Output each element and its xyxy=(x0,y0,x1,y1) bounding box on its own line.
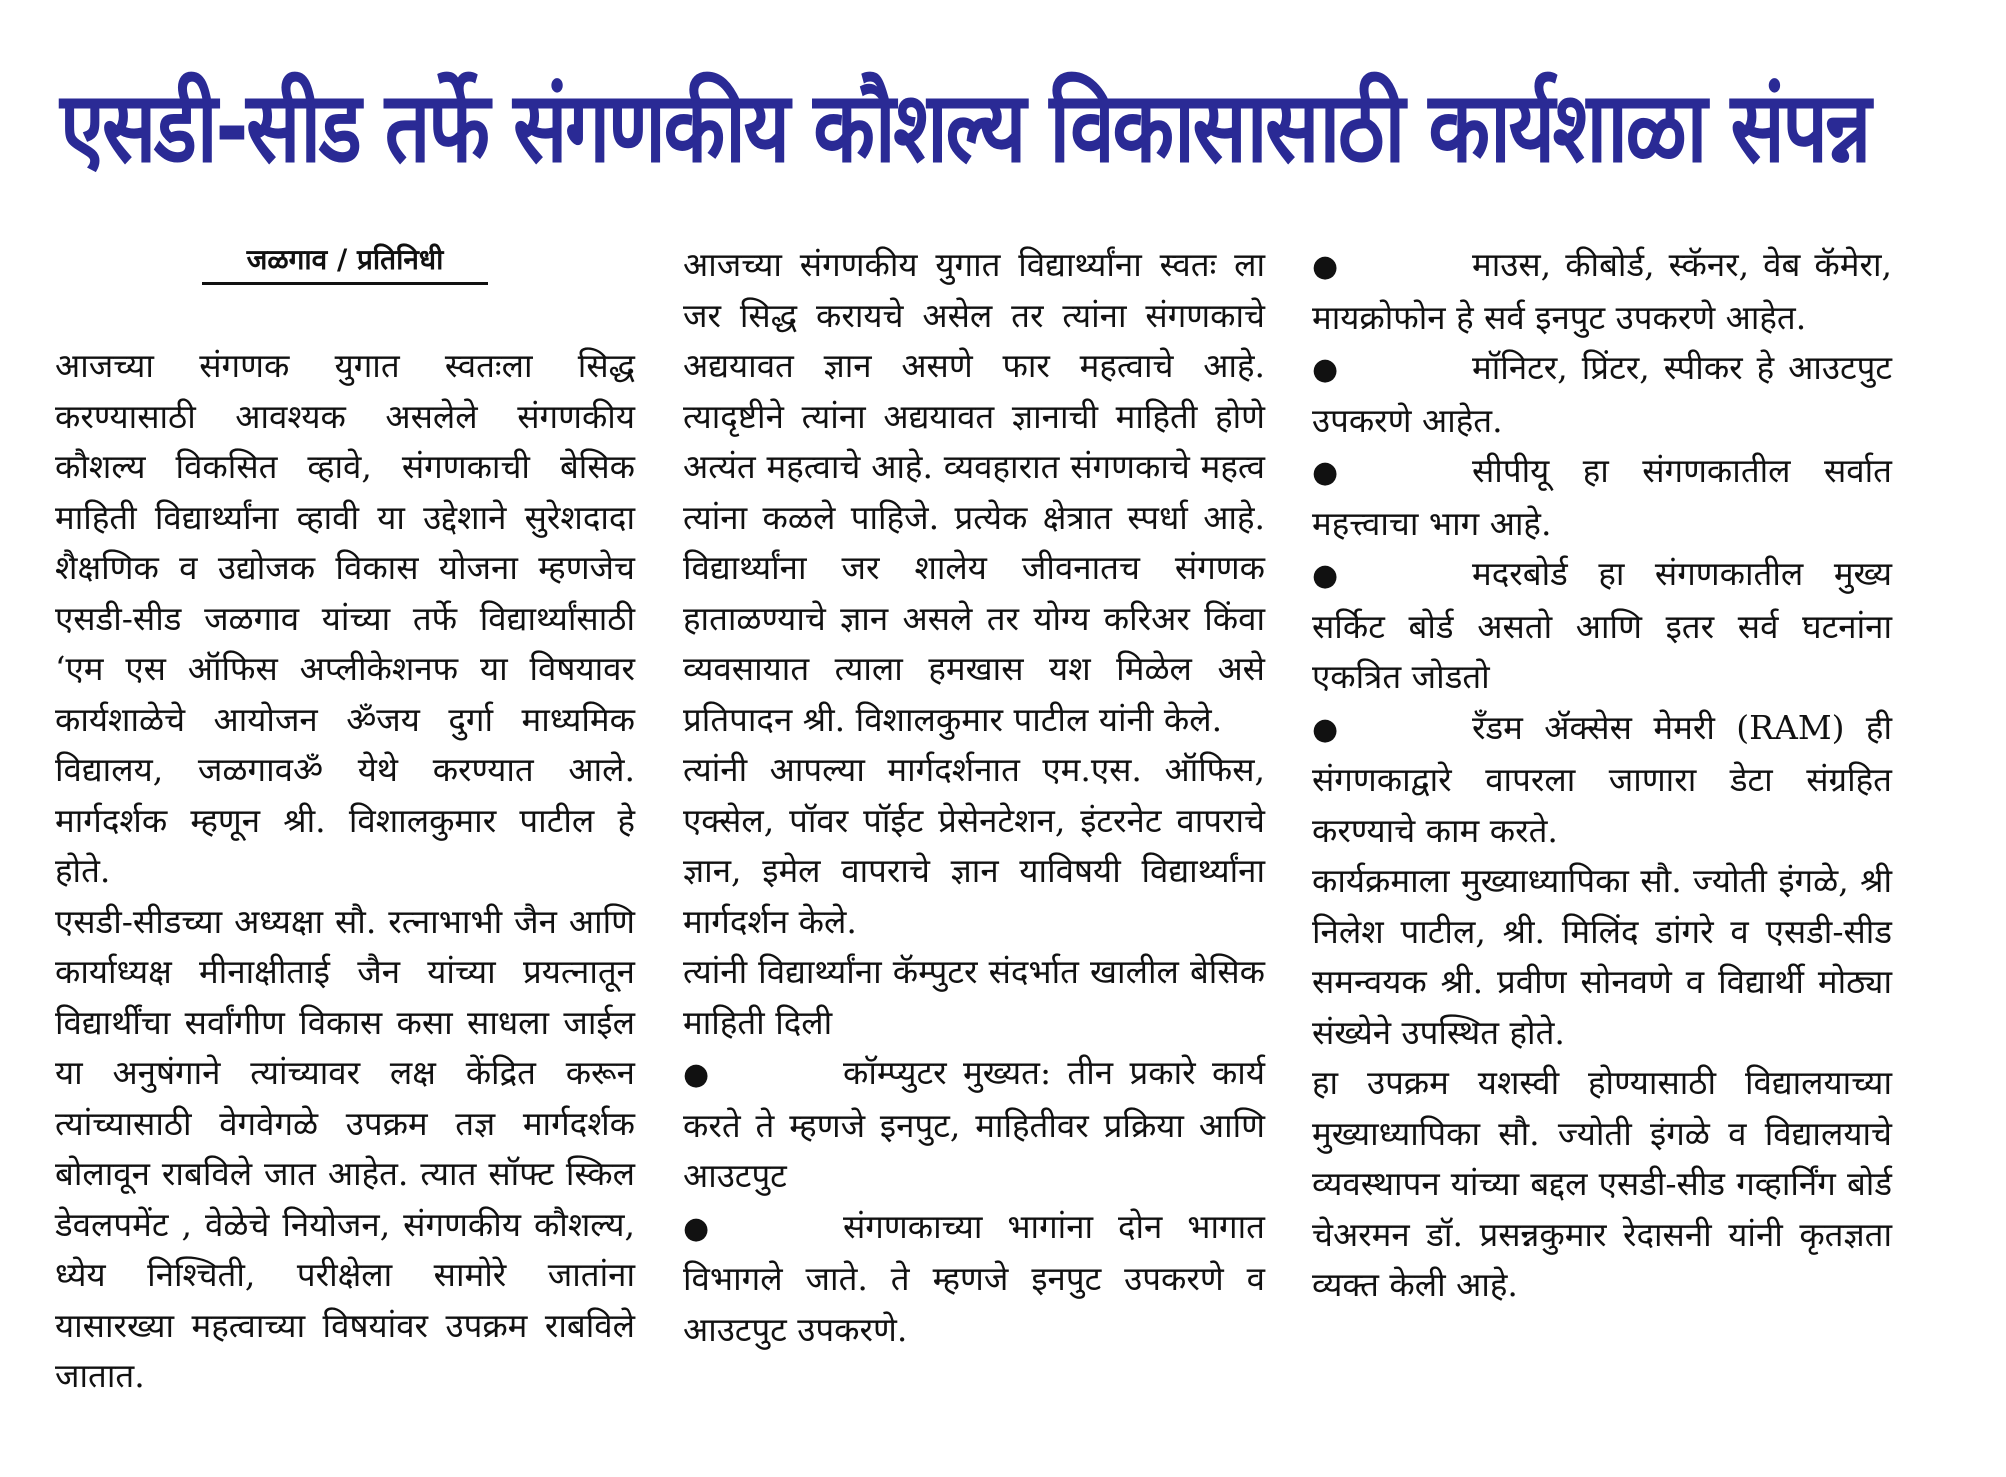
bullet-icon: ● xyxy=(1312,455,1339,490)
bullet-text: सीपीयू हा संगणकातील सर्वात महत्त्वाचा भाग आहे. xyxy=(1312,451,1892,543)
bullet-text: मदरबोर्ड हा संगणकातील मुख्य सर्किट बोर्ड असतो आणि इतर सर्व घटनांना एकत्रित जोडतो xyxy=(1312,554,1892,696)
bullet-item xyxy=(1312,703,1892,857)
bullet-text: संगणकाच्या भागांना दोन भागात विभागले जाते. ते म्हणजे इनपुट उपकरणे व आउटपुट उपकरणे. xyxy=(683,1206,1265,1349)
column-3 xyxy=(1312,240,1892,1311)
bullet-item xyxy=(683,1202,1265,1356)
bullet-text: माउस, कीबोर्ड, स्कॅनर, वेब कॅमेरा, मायक्रोफोन हे सर्व इनपुट उपकरणे आहेत. xyxy=(1312,245,1892,337)
paragraph: आजच्या संगणक युगात स्वतःला सिद्ध करण्यासाठी आवश्यक असलेले संगणकीय कौशल्य विकसित व्हावे, संगणकाची बेसिक माहिती विद्यार्थ्यांना व्हावी या उद्देशाने सुरेशदादा शैक्षणिक व उद्योजक विकास योजना म्हणजेच एसडी-सीड जळगाव यांच्या तर्फे विद्यार्थ्यांसाठी ‘एम एस ऑफिस अप्लीकेशनफ या विषयावर कार्यशाळेचे आयोजन ॐजय दुर्गा माध्यमिक विद्यालय, जळगावॐ येथे करण्यात आले. मार्गदर्शक म्हणून श्री. विशालकुमार पाटील हे होते. xyxy=(55,346,635,890)
paragraph: आजच्या संगणकीय युगात विद्यार्थ्यांना स्वतः ला जर सिद्ध करायचे असेल तर त्यांना संगणकाचे अद्ययावत ज्ञान असणे फार महत्वाचे आहे. त्यादृष्टीने त्यांना अद्ययावत ज्ञानाची माहिती होणे अत्यंत महत्वाचे आहे. व्यवहारात संगणकाचे महत्व त्यांना कळले पाहिजे. प्रत्येक क्षेत्रात स्पर्धा आहे. विद्यार्थ्यांना जर शालेय जीवनातच संगणक हाताळण्याचे ज्ञान असले तर योग्य करिअर किंवा व्यवसायात त्याला हमखास यश मिळेल असे प्रतिपादन श्री. विशालकुमार पाटील यांनी केले. xyxy=(683,245,1265,739)
bullet-item xyxy=(1312,549,1892,703)
paragraph: हा उपक्रम यशस्वी होण्यासाठी विद्यालयाच्या मुख्याध्यापिका सौ. ज्योती इंगळे व विद्यालयाचे व्यवस्थापन यांच्या बद्दल एसडी-सीड गव्हार्निंग बोर्ड चेअरमन डॉ. प्रसन्नकुमार रेदासनी यांनी कृतज्ञता व्यक्त केली आहे. xyxy=(1312,1063,1892,1304)
paragraph: त्यांनी आपल्या मार्गदर्शनात एम.एस. ऑफिस, एक्सेल, पॉवर पॉईट प्रेसेनटेशन, इंटरनेट वापराचे ज्ञान, इमेल वापराचे ज्ञान याविषयी विद्यार्थ्यांना मार्गदर्शन केले. xyxy=(683,750,1265,941)
bullet-item xyxy=(1312,240,1892,343)
bullet-icon: ● xyxy=(1312,352,1339,387)
bullet-icon: ● xyxy=(1312,558,1339,593)
bullet-icon: ● xyxy=(683,1057,710,1092)
bullet-item xyxy=(1312,446,1892,549)
headline: एसडी-सीड तर्फे संगणकीय कौशल्य विकासासाठी कार्यशाळा संपन्न xyxy=(60,71,1869,185)
bullet-text: रँडम ॲक्सेस मेमरी (RAM) ही संगणकाद्वारे वापरला जाणारा डेटा संग्रहित करण्याचे काम करते. xyxy=(1312,707,1892,850)
bullet-text: कॉम्प्युटर मुख्यत: तीन प्रकारे कार्य करते ते म्हणजे इनपुट, माहितीवर प्रक्रिया आणि आउटपुट xyxy=(683,1053,1265,1195)
bullet-item xyxy=(1312,343,1892,446)
bullet-icon: ● xyxy=(1312,249,1339,284)
column-2 xyxy=(683,240,1265,1355)
bullet-item xyxy=(683,1048,1265,1202)
bullet-icon: ● xyxy=(1312,711,1339,747)
paragraph: एसडी-सीडच्या अध्यक्षा सौ. रत्नाभाभी जैन आणि कार्याध्यक्ष मीनाक्षीताई जैन यांच्या प्रयत्नातून विद्यार्थींचा सर्वांगीण विकास कसा साधला जाईल या अनुषंगाने त्यांच्यावर लक्ष केंद्रित करून त्यांच्यासाठी वेगवेगळे उपक्रम तज्ञ मार्गदर्शक बोलावून राबविले जात आहेत. त्यात सॉफ्ट स्किल डेवलपमेंट , वेळेचे नियोजन, संगणकीय कौशल्य, ध्येय निश्चिती, परीक्षेला सामोरे जातांना यासारख्या महत्वाच्या विषयांवर उपक्रम राबविले जातात. xyxy=(55,901,635,1395)
byline-text: जळगाव / प्रतिनिधी xyxy=(202,240,489,285)
bullet-text: मॉनिटर, प्रिंटर, स्पीकर हे आउटपुट उपकरणे आहेत. xyxy=(1312,348,1892,440)
column-1 xyxy=(55,240,635,1402)
byline xyxy=(55,240,635,290)
bullet-icon: ● xyxy=(683,1210,710,1246)
paragraph: कार्यक्रमाला मुख्याध्यापिका सौ. ज्योती इंगळे, श्री निलेश पाटील, श्री. मिलिंद डांगरे व एसडी-सीड समन्वयक श्री. प्रवीण सोनवणे व विद्यार्थी मोठ्या संख्येने उपस्थित होते. xyxy=(1312,861,1892,1052)
paragraph: त्यांनी विद्यार्थ्यांना कॅम्पुटर संदर्भात खालील बेसिक माहिती दिली xyxy=(683,952,1265,1042)
